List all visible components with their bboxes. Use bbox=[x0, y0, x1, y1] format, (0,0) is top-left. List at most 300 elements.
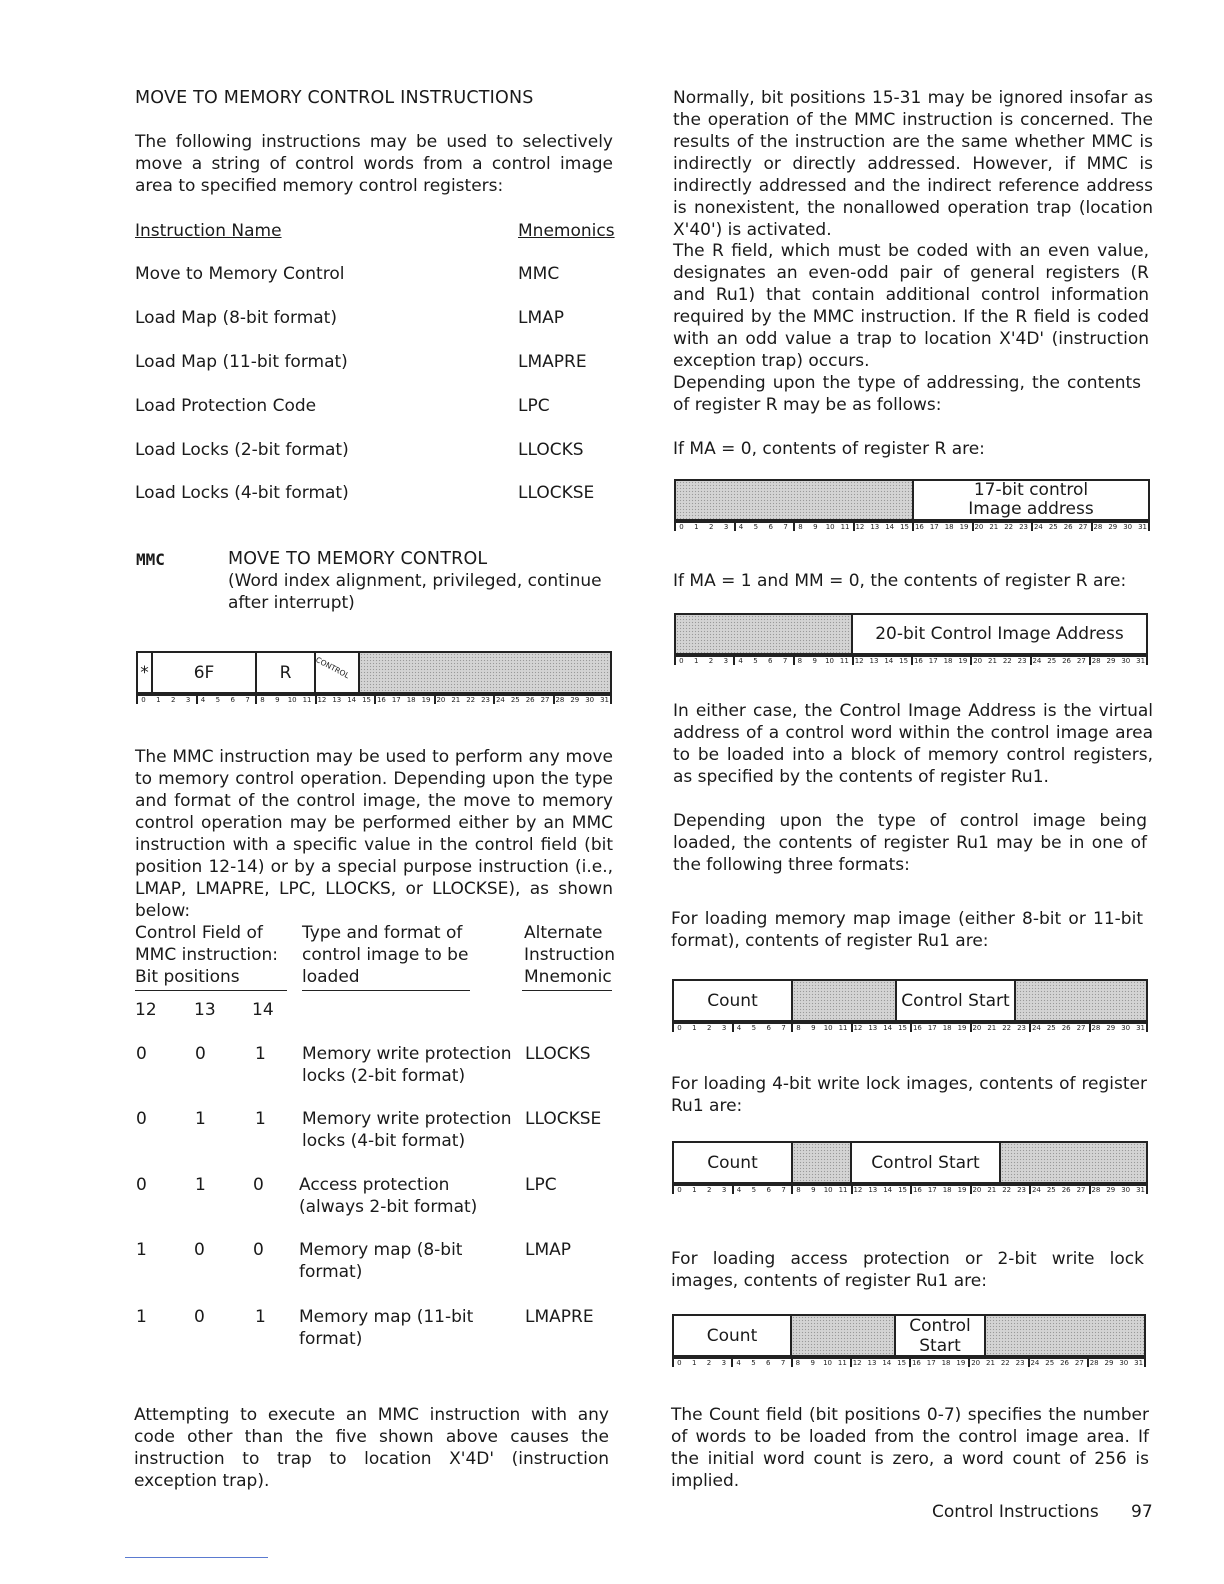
bit-number: 25 bbox=[510, 696, 520, 704]
bit-number: 4 bbox=[200, 696, 206, 704]
bit-number: 19 bbox=[421, 696, 431, 704]
bit-number: 30 bbox=[1121, 1186, 1131, 1194]
bit-number: 16 bbox=[911, 1359, 921, 1367]
unused-field bbox=[790, 1314, 894, 1357]
bit-number: 13 bbox=[870, 523, 880, 531]
bit-number: 18 bbox=[944, 523, 954, 531]
bit-number: 3 bbox=[185, 696, 191, 704]
field-label: Start bbox=[919, 1335, 961, 1356]
bit-number: 1 bbox=[692, 1024, 697, 1032]
bit-group-tick bbox=[970, 1184, 972, 1194]
bit-group-tick bbox=[851, 1184, 853, 1194]
bit-scale bbox=[674, 655, 1148, 665]
bit-group-tick bbox=[1028, 1357, 1030, 1367]
table-cell-alt: LLOCKS bbox=[525, 1044, 591, 1064]
bit-number: 15 bbox=[362, 696, 372, 704]
field-label: Count bbox=[707, 990, 758, 1011]
table-cell-bit: 1 bbox=[195, 1109, 206, 1129]
bit-number: 27 bbox=[1076, 657, 1086, 665]
header-rule bbox=[135, 990, 287, 991]
bit-number: 24 bbox=[1033, 523, 1043, 531]
bit-number: 23 bbox=[1015, 1359, 1025, 1367]
bit-number: 3 bbox=[721, 1186, 727, 1194]
bit-number: 29 bbox=[1106, 1024, 1116, 1032]
table-cell-bit: 1 bbox=[255, 1109, 266, 1129]
bit-number: 13 bbox=[867, 1359, 877, 1367]
bit-number: 21 bbox=[451, 696, 461, 704]
bit-number: 6 bbox=[766, 1024, 771, 1032]
bit-group-tick bbox=[972, 521, 974, 531]
bit-number: 29 bbox=[1106, 657, 1116, 665]
bit-group-tick bbox=[733, 655, 735, 665]
bit-group-tick bbox=[850, 1357, 852, 1367]
bit-number: 28 bbox=[1093, 523, 1103, 531]
bit-number: 3 bbox=[721, 1359, 727, 1367]
bit-number: 5 bbox=[753, 657, 758, 665]
bit-number: 31 bbox=[600, 696, 610, 704]
bit-number: 23 bbox=[1019, 523, 1029, 531]
table-cell-type: format) bbox=[299, 1329, 363, 1349]
bit-number: 5 bbox=[215, 696, 221, 704]
bit-number: 24 bbox=[1030, 1359, 1040, 1367]
bit-number: 19 bbox=[959, 523, 969, 531]
instruction-mnemonic: MMC bbox=[518, 264, 560, 284]
header-rule bbox=[522, 990, 612, 991]
bit-group-tick bbox=[1089, 655, 1091, 665]
bit-number: 24 bbox=[1032, 657, 1042, 665]
bit-group-tick bbox=[674, 655, 676, 665]
bit-number: 26 bbox=[1060, 1359, 1069, 1367]
register-ru1-format-map bbox=[672, 979, 1148, 1031]
bit-group-tick bbox=[434, 694, 436, 704]
bit-number: 27 bbox=[1076, 1024, 1086, 1032]
instruction-mnemonic: LPC bbox=[518, 396, 550, 416]
table-header-mnemonic: Mnemonics bbox=[518, 221, 615, 241]
bit-number: 13 bbox=[868, 1024, 878, 1032]
bit-number: 14 bbox=[347, 696, 357, 704]
bit-number: 2 bbox=[708, 657, 714, 665]
bit-group-tick bbox=[1146, 655, 1148, 665]
bit-number: 28 bbox=[555, 696, 565, 704]
bit-group-tick bbox=[672, 1184, 674, 1194]
bit-number: 0 bbox=[679, 523, 684, 531]
bit-number: 30 bbox=[1123, 523, 1133, 531]
bit-number: 16 bbox=[913, 657, 923, 665]
bit-group-tick bbox=[672, 1022, 674, 1032]
table-cell-bit: 0 bbox=[194, 1307, 205, 1327]
bit-number: 19 bbox=[957, 1186, 967, 1194]
bit-number: 17 bbox=[926, 1359, 936, 1367]
bit-group-tick bbox=[909, 1357, 911, 1367]
right-paragraph-6: For loading memory map image (either 8-bit or 11-bit format), contents of register Ru1 are: bbox=[671, 909, 1143, 951]
bit-number: 26 bbox=[1063, 523, 1073, 531]
bit-number: 31 bbox=[1134, 1359, 1144, 1367]
bit-number: 20 bbox=[436, 696, 446, 704]
bit-number: 7 bbox=[780, 1359, 786, 1367]
bit-number: 16 bbox=[912, 1024, 922, 1032]
bit-number: 12 bbox=[853, 1024, 863, 1032]
header-control-field: Bit positions bbox=[135, 967, 240, 987]
bit-group-tick bbox=[1087, 1357, 1089, 1367]
bit-number: 26 bbox=[525, 696, 535, 704]
bit-number: 27 bbox=[540, 696, 550, 704]
bit-group-tick bbox=[734, 521, 736, 531]
header-type: Type and format of bbox=[302, 923, 463, 943]
bit-number: 2 bbox=[708, 523, 714, 531]
bit-number: 30 bbox=[1119, 1359, 1129, 1367]
bit-group-tick bbox=[910, 1184, 912, 1194]
bit-number: 0 bbox=[677, 1186, 682, 1194]
bit-group-tick bbox=[255, 694, 257, 704]
bit-number: 20 bbox=[972, 1024, 982, 1032]
bit-number: 9 bbox=[811, 1186, 816, 1194]
instruction-name: Load Map (8-bit format) bbox=[135, 308, 337, 328]
instruction-mnemonic: LLOCKSE bbox=[518, 483, 595, 503]
table-cell-alt: LPC bbox=[525, 1175, 557, 1195]
bit-number: 21 bbox=[989, 523, 999, 531]
bit-number: 21 bbox=[986, 1359, 995, 1367]
bit-number: 11 bbox=[840, 523, 850, 531]
bit-number: 6 bbox=[230, 696, 235, 704]
case-ma-0: If MA = 0, contents of register R are: bbox=[673, 439, 985, 459]
control-label: CONTROL bbox=[314, 655, 351, 681]
table-cell-bit: 0 bbox=[136, 1175, 147, 1195]
table-cell-bit: 1 bbox=[255, 1044, 266, 1064]
bit-number: 4 bbox=[736, 1359, 741, 1367]
bit-number: 13 bbox=[868, 1186, 878, 1194]
instruction-mnemonic: LMAP bbox=[518, 308, 565, 328]
bit-number: 10 bbox=[823, 1186, 833, 1194]
bit-number: 5 bbox=[751, 1359, 756, 1367]
bit-number: 4 bbox=[736, 1186, 742, 1194]
header-type: control image to be bbox=[302, 945, 469, 965]
table-cell-type: locks (2-bit format) bbox=[302, 1066, 466, 1086]
bit-number: 26 bbox=[1061, 1186, 1071, 1194]
bit-group-tick bbox=[731, 1357, 733, 1367]
field-label: Image address bbox=[968, 499, 1094, 519]
bit-number: 19 bbox=[957, 1024, 967, 1032]
bit-scale bbox=[136, 694, 612, 704]
bit-number: 1 bbox=[156, 696, 161, 704]
bit-number: 31 bbox=[1136, 1186, 1146, 1194]
bit-number: 22 bbox=[1002, 1024, 1012, 1032]
table-cell-alt: LMAPRE bbox=[525, 1307, 594, 1327]
bit-number: 15 bbox=[898, 1024, 908, 1032]
unused-field bbox=[999, 1141, 1148, 1184]
bit-number: 17 bbox=[927, 1186, 937, 1194]
bit-number: 8 bbox=[795, 1359, 801, 1367]
bit-number: 7 bbox=[782, 657, 788, 665]
bit-number: 23 bbox=[481, 696, 491, 704]
bit-group-tick bbox=[672, 1357, 674, 1367]
bit-label: 13 bbox=[194, 1000, 216, 1020]
bit-number: 15 bbox=[898, 1186, 908, 1194]
bit-group-tick bbox=[1089, 1022, 1091, 1032]
bit-number: 28 bbox=[1089, 1359, 1099, 1367]
bit-number: 27 bbox=[1078, 523, 1088, 531]
bit-group-tick bbox=[1029, 1022, 1031, 1032]
bit-number: 23 bbox=[1017, 1024, 1027, 1032]
bit-number: 21 bbox=[987, 1024, 997, 1032]
bit-group-tick bbox=[732, 1184, 734, 1194]
footer-section-title: Control Instructions bbox=[932, 1502, 1099, 1522]
bit-number: 30 bbox=[585, 696, 595, 704]
bit-number: 27 bbox=[1074, 1359, 1084, 1367]
bit-number: 7 bbox=[781, 1024, 786, 1032]
bit-group-tick bbox=[1144, 1357, 1146, 1367]
bit-number: 18 bbox=[406, 696, 416, 704]
bit-number: 19 bbox=[958, 657, 968, 665]
unused-field bbox=[674, 613, 851, 655]
bit-group-tick bbox=[1148, 521, 1150, 531]
bit-number: 26 bbox=[1061, 1024, 1071, 1032]
header-rule bbox=[302, 990, 470, 991]
control-start-field bbox=[895, 979, 1014, 1022]
instruction-mnemonic: LMAPRE bbox=[518, 352, 587, 372]
table-cell-bit: 0 bbox=[253, 1175, 264, 1195]
bit-group-tick bbox=[136, 694, 138, 704]
right-paragraph-2: The R field, which must be coded with an even value, designates an even-odd pair of general registers (R and Ru1) that contain additional control information required by the MMC instruction. If the R field is coded with an odd value a trap to location X'4D' (instruction exception trap) occurs. bbox=[673, 241, 1149, 371]
bit-label: 12 bbox=[135, 1000, 157, 1020]
mmc-subtitle: (Word index alignment, privileged, continue bbox=[228, 571, 602, 591]
bit-number: 14 bbox=[883, 1186, 893, 1194]
bit-number: 22 bbox=[1000, 1359, 1010, 1367]
bit-number: 25 bbox=[1047, 657, 1057, 665]
bit-number: 12 bbox=[852, 1359, 862, 1367]
bit-number: 31 bbox=[1138, 523, 1148, 531]
bit-scale bbox=[672, 1184, 1148, 1194]
bit-number: 7 bbox=[245, 696, 250, 704]
bit-number: 5 bbox=[751, 1024, 757, 1032]
mmc-mnemonic-code: MMC bbox=[136, 550, 165, 569]
footer-rule bbox=[125, 1557, 268, 1558]
header-alt: Instruction bbox=[524, 945, 615, 965]
bit-number: 4 bbox=[738, 657, 743, 665]
bit-number: 11 bbox=[837, 1359, 847, 1367]
bit-number: 17 bbox=[928, 657, 938, 665]
field-label: 17-bit control bbox=[973, 480, 1089, 500]
bit-number: 10 bbox=[825, 657, 834, 665]
table-cell-bit: 1 bbox=[195, 1175, 206, 1195]
bit-number: 10 bbox=[823, 1024, 833, 1032]
unused-field bbox=[1014, 979, 1148, 1022]
bit-group-tick bbox=[910, 1022, 912, 1032]
bit-number: 2 bbox=[706, 1186, 712, 1194]
bit-number: 25 bbox=[1048, 523, 1058, 531]
instruction-name: Move to Memory Control bbox=[135, 264, 345, 284]
bit-number: 13 bbox=[332, 696, 342, 704]
bit-number: 3 bbox=[723, 657, 729, 665]
bit-group-tick bbox=[970, 1022, 972, 1032]
table-cell-type: locks (4-bit format) bbox=[302, 1131, 466, 1151]
bit-number: 2 bbox=[170, 696, 176, 704]
bit-number: 18 bbox=[943, 657, 953, 665]
bit-group-tick bbox=[196, 694, 198, 704]
bit-group-tick bbox=[1089, 1184, 1091, 1194]
bit-number: 15 bbox=[900, 523, 910, 531]
table-cell-bit: 1 bbox=[136, 1240, 147, 1260]
bit-number: 26 bbox=[1062, 657, 1071, 665]
right-paragraph-4: In either case, the Control Image Address is the virtual address of a control word within the control image area to be loaded into a block of memory control registers, as specified by the contents of register Ru1. bbox=[673, 701, 1153, 787]
intro-paragraph: The following instructions may be used to selectively move a string of control words from a control image area to specified memory control registers: bbox=[135, 132, 613, 196]
bit-number: 1 bbox=[693, 657, 699, 665]
bit-number: 18 bbox=[941, 1359, 951, 1367]
bit-group-tick bbox=[791, 1184, 793, 1194]
bit-number: 4 bbox=[736, 1024, 742, 1032]
bit-number: 15 bbox=[897, 1359, 907, 1367]
header-alt: Mnemonic bbox=[524, 967, 612, 987]
bit-number: 7 bbox=[783, 523, 788, 531]
field-label: Count bbox=[707, 1152, 758, 1173]
bit-number: 16 bbox=[914, 523, 924, 531]
mmc-paragraph: The MMC instruction may be used to perform any move to memory control operation. Depending upon the type and format of the control image, the move to memory control operation may be performed either by an MMC instruction with a specific value in the control field (bit position 12-14) or by a special purpose instruction (i.e., LMAP, LMAPRE, LPC, LLOCKS, or LLOCKSE), as shown below: bbox=[135, 747, 613, 921]
r-field bbox=[255, 651, 314, 694]
bit-group-tick bbox=[1030, 655, 1032, 665]
bit-group-tick bbox=[791, 1022, 793, 1032]
unused-field bbox=[984, 1314, 1146, 1357]
instruction-name: Load Locks (4-bit format) bbox=[135, 483, 349, 503]
bit-group-tick bbox=[793, 655, 795, 665]
bit-number: 7 bbox=[781, 1186, 786, 1194]
bit-number: 21 bbox=[987, 1186, 997, 1194]
bit-number: 8 bbox=[796, 1024, 801, 1032]
bit-number: 9 bbox=[275, 696, 280, 704]
bit-scale bbox=[672, 1022, 1148, 1032]
bit-number: 11 bbox=[839, 657, 849, 665]
bit-number: 8 bbox=[797, 657, 803, 665]
header-alt: Alternate bbox=[524, 923, 603, 943]
bit-number: 9 bbox=[812, 657, 817, 665]
field-label: 20-bit Control Image Address bbox=[875, 624, 1124, 644]
header-control-field: MMC instruction: bbox=[135, 945, 279, 965]
bit-number: 13 bbox=[869, 657, 879, 665]
table-cell-bit: 0 bbox=[194, 1240, 205, 1260]
bit-number: 24 bbox=[1031, 1186, 1041, 1194]
table-cell-bit: 1 bbox=[136, 1307, 147, 1327]
bit-number: 9 bbox=[811, 1024, 816, 1032]
count-field bbox=[672, 1314, 790, 1357]
bit-scale bbox=[672, 1357, 1146, 1367]
bit-group-tick bbox=[610, 694, 612, 704]
bit-group-tick bbox=[852, 655, 854, 665]
bit-scale bbox=[674, 521, 1150, 531]
bit-number: 0 bbox=[677, 1359, 682, 1367]
bit-number: 6 bbox=[766, 1359, 771, 1367]
bit-number: 29 bbox=[1104, 1359, 1114, 1367]
bit-number: 20 bbox=[973, 657, 983, 665]
bit-number: 1 bbox=[694, 523, 699, 531]
bit-number: 5 bbox=[753, 523, 759, 531]
bit-number: 29 bbox=[1106, 1186, 1116, 1194]
header-type: loaded bbox=[302, 967, 360, 987]
register-ru1-format-2bit-lock bbox=[672, 1314, 1146, 1366]
trap-paragraph: Attempting to execute an MMC instruction with any code other than the five shown above causes the instruction to trap to location X'4D' (instruction exception trap). bbox=[134, 1405, 609, 1491]
bit-number: 14 bbox=[882, 1359, 892, 1367]
bit-group-tick bbox=[374, 694, 376, 704]
bit-number: 2 bbox=[706, 1024, 712, 1032]
table-cell-type: Memory write protection bbox=[302, 1044, 512, 1064]
bit-number: 9 bbox=[810, 1359, 815, 1367]
bit-number: 17 bbox=[929, 523, 939, 531]
bit-group-tick bbox=[793, 521, 795, 531]
field-label: Control bbox=[909, 1315, 971, 1336]
table-header-name: Instruction Name bbox=[135, 221, 282, 241]
bit-number: 14 bbox=[883, 1024, 893, 1032]
field-label: Control Start bbox=[871, 1152, 980, 1173]
bit-number: 12 bbox=[854, 657, 864, 665]
page-number: 97 bbox=[1131, 1502, 1153, 1522]
bit-number: 11 bbox=[838, 1186, 848, 1194]
bit-number: 6 bbox=[768, 657, 773, 665]
register-ru1-format-4bit-lock bbox=[672, 1141, 1148, 1193]
control-start-field bbox=[850, 1141, 999, 1184]
bit-group-tick bbox=[1146, 1184, 1148, 1194]
bit-group-tick bbox=[1029, 1184, 1031, 1194]
bit-number: 0 bbox=[141, 696, 146, 704]
bit-label: 14 bbox=[252, 1000, 274, 1020]
right-paragraph-3: Depending upon the type of addressing, the contents of register R may be as follows: bbox=[673, 373, 1141, 415]
indirect-star: * bbox=[140, 662, 149, 683]
bit-number: 25 bbox=[1046, 1186, 1056, 1194]
bit-number: 8 bbox=[798, 523, 803, 531]
bit-number: 22 bbox=[1004, 523, 1014, 531]
table-cell-bit: 1 bbox=[255, 1307, 266, 1327]
indirect-bit-field bbox=[136, 651, 151, 694]
bit-number: 12 bbox=[855, 523, 865, 531]
bit-number: 24 bbox=[495, 696, 505, 704]
bit-number: 22 bbox=[466, 696, 476, 704]
mmc-title: MOVE TO MEMORY CONTROL bbox=[228, 549, 488, 569]
bit-number: 22 bbox=[1002, 1186, 1012, 1194]
table-cell-type: (always 2-bit format) bbox=[299, 1197, 478, 1217]
bit-number: 29 bbox=[570, 696, 580, 704]
bit-number: 30 bbox=[1121, 657, 1131, 665]
bit-number: 16 bbox=[912, 1186, 922, 1194]
count-field bbox=[672, 979, 791, 1022]
bit-number: 11 bbox=[302, 696, 312, 704]
right-paragraph-7: For loading 4-bit write lock images, contents of register Ru1 are: bbox=[671, 1074, 1147, 1116]
right-paragraph-9: The Count field (bit positions 0-7) specifies the number of words to be loaded from the control image area. If the initial word count is zero, a word count of 256 is implied. bbox=[671, 1405, 1149, 1491]
bit-number: 30 bbox=[1121, 1024, 1131, 1032]
instruction-name: Load Protection Code bbox=[135, 396, 317, 416]
bit-group-tick bbox=[493, 694, 495, 704]
field-label: Count bbox=[706, 1325, 758, 1346]
bit-number: 1 bbox=[692, 1186, 697, 1194]
field-label: Control Start bbox=[901, 990, 1010, 1011]
bit-group-tick bbox=[732, 1022, 734, 1032]
instruction-mnemonic: LLOCKS bbox=[518, 440, 584, 460]
bit-number: 18 bbox=[942, 1186, 952, 1194]
table-cell-alt: LMAP bbox=[525, 1240, 572, 1260]
bit-number: 3 bbox=[723, 523, 729, 531]
bit-number: 12 bbox=[853, 1186, 863, 1194]
instruction-name: Load Locks (2-bit format) bbox=[135, 440, 349, 460]
unused-field bbox=[791, 1141, 850, 1184]
bit-number: 25 bbox=[1046, 1024, 1056, 1032]
bit-number: 3 bbox=[721, 1024, 727, 1032]
bit-group-tick bbox=[315, 694, 317, 704]
bit-number: 15 bbox=[899, 657, 909, 665]
bit-group-tick bbox=[674, 521, 676, 531]
bit-number: 23 bbox=[1017, 657, 1027, 665]
bit-number: 20 bbox=[972, 1186, 982, 1194]
header-control-field: Control Field of bbox=[135, 923, 263, 943]
right-paragraph-8: For loading access protection or 2-bit write lock images, contents of register Ru1 are: bbox=[671, 1249, 1144, 1291]
bit-number: 0 bbox=[679, 657, 684, 665]
table-cell-bit: 0 bbox=[253, 1240, 264, 1260]
bit-number: 22 bbox=[1002, 657, 1012, 665]
bit-number: 24 bbox=[1031, 1024, 1041, 1032]
